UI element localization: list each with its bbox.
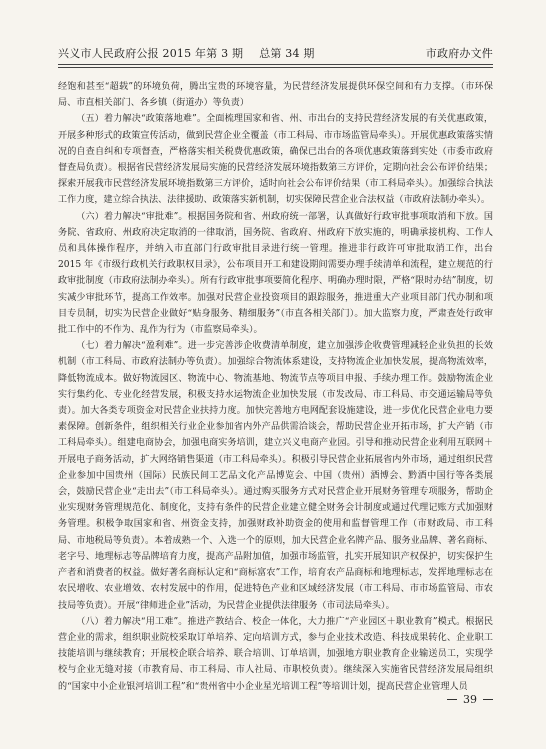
page-number: 39 (463, 692, 477, 706)
article-body (58, 79, 493, 695)
issue-number: 总第 34 期 (259, 47, 315, 60)
header-rule-bottom (58, 67, 493, 68)
paragraph-employment: （八）着力解决“用工难”。推进产教结合、校企一体化，大力推广“产业园区＋职业教育”模式。根据民营企业的需求，组织职业院校采取订单培养、定向培训方式，参与企业技术改造、科技成果转化、企业职工技能培训与继续教育；开展校企联合培养、联合培训、订单培训，加强地方职业教育企业输送员工，实现学校与企业无缝对接（市教育局、市工科局、市人社局、市职校负责）。继续深入实施省民营经济发展局组织的“国家中小企业银河培训工程”和“贵州省中小企业星光培训工程”等培训计划，提高民营企业管理人员 (58, 616, 493, 692)
paragraph-profitability: （七）着力解决“盈利难”。进一步完善涉企收费清单制度，建立加强涉企收费管理减轻企业负担的长效机制（市工科局、市政府法制办等负责）。加强综合物流体系建设，支持物流企业加快发展，提高物流效率，降低物流成本。做好物流园区、物流中心、物流基地、物流节点等项目申报、手续办理工作。鼓励物流企业实行集约化、专业化经营发展，积极支持水运物流企业加快发展（市发改局、市工科局、市交通运输局等负责）。加大各类专项资金对民营企业扶持力度。加快完善地方电网配套设施建设，进一步优化民营企业电力要素保障。创新条件，组织相关行业企业参加省内外产品供需洽谈会，帮助民营企业开拓市场，扩大产销（市工科局牵头）。组建电商协会，加强电商实务培训，建立兴义电商产业园。引导和推动民营企业利用互联网＋开展电子商务活动，扩大网络销售渠道（市工科局牵头）。积极引导民营企业拓展省内外市场，通过组织民营企业参加中国贵州（国际）民族民间工艺品文化产品博览会、中国（贵州）酒博会、黔酒中国行等各类展会，鼓励民营企业“走出去”（市工科局牵头）。通过购买服务方式对民营企业开展财务管理专项服务，帮助企业实现财务管理规范化、制度化，支持有条件的民营企业建立健全财务会计制度或通过代理记账方式加强财务管理。积极争取国家和省、州资金支持，加强财政补助资金的使用和监督管理工作（市财政局、市工科局、市地税局等负责）。本着成熟一个、入选一个的原则，加大民营企业名牌产品、服务业品牌、著名商标、老字号、地理标志等品牌培育力度，提高产品附加值，加强市场监管，扎实开展知识产权保护，切实保护生产者和消费者的权益。做好著名商标认定和“商标富农”工作，培育农产品商标和地理标志，发挥地理标志在农民增收、农业增效、农村发展中的作用，促进特色产业和区域经济发展（市工科局、市市场监管局、市农技局等负责）。开展“律师进企业”活动，为民营企业提供法律服务（市司法局牵头）。 (58, 341, 493, 611)
paragraph-approval: （六）着力解决“审批难”。根据国务院和省、州政府统一部署，认真做好行政审批事项取消和下放。国务院、省政府、州政府决定取消的一律取消，国务院、省政府、州政府下放实施的，明确承接机构、工作人员和具体操作程序，并纳入市直部门行政审批目录进行统一管理。推进非行政许可审批取消工作，出台 2015 年《市级行政机关行政职权目录》，公布项目开工和建设期间需要办理手续清单和流程，建立规范的行政审批制度（市政府法制办牵头）。所有行政审批事项要简化程序、明确办理时限，严格“限时办结”制度，切实减少审批环节，提高工作效率。加强对民营企业投资项目的跟踪服务，推进重大产业项目部门代办制和项目专员制，切实为民营企业做好“贴身服务、精细服务”（市直各相关部门）。加大监察力度，严肃查处行政审批工作中的不作为、乱作为行为（市监察局牵头）。 (58, 211, 493, 336)
section-title: 市政府办文件 (425, 47, 493, 60)
dash-right (483, 699, 493, 700)
page-header (58, 44, 493, 62)
page-number-wrapper (447, 693, 493, 706)
paragraph-policy-implementation: （五）着力解决“政策落地难”。全面梳理国家和省、州、市出台的支持民营经济发展的有关优惠政策，开展多种形式的政策宣传活动，做到民营企业全覆盖（市工科局、市市场监管局牵头）。开展优惠政策落实情况的自查自纠和专项督查，严格落实相关税费优惠政策，确保已出台的各项优惠政策落到实处（市委市政府督查局负责）。根据省民营经济发展局实施的民营经济发展环境指数第三方评价，定期向社会公布评价结果；探索开展我市民营经济发展环境指数第三方评价，适时向社会公布评价结果（市工科局牵头）。加强综合执法工作力度，建立综合执法、法律援助、政策落实新机制，切实保障民营企业合法权益（市政府法制办牵头）。 (58, 114, 493, 206)
header-rule-top (58, 64, 493, 65)
dash-left (447, 699, 457, 700)
journal-title: 兴义市人民政府公报 2015 年第 3 期 (58, 47, 244, 60)
page-footer (58, 691, 493, 707)
paragraph-continuation: 经饱和甚至“超载”的环境负荷，腾出宝贵的环境容量，为民营经济发展提供环保空间和有力支撑。（市环保局、市直相关部门、各乡镇（街道办）等负责） (58, 82, 493, 109)
header-left (58, 45, 315, 61)
